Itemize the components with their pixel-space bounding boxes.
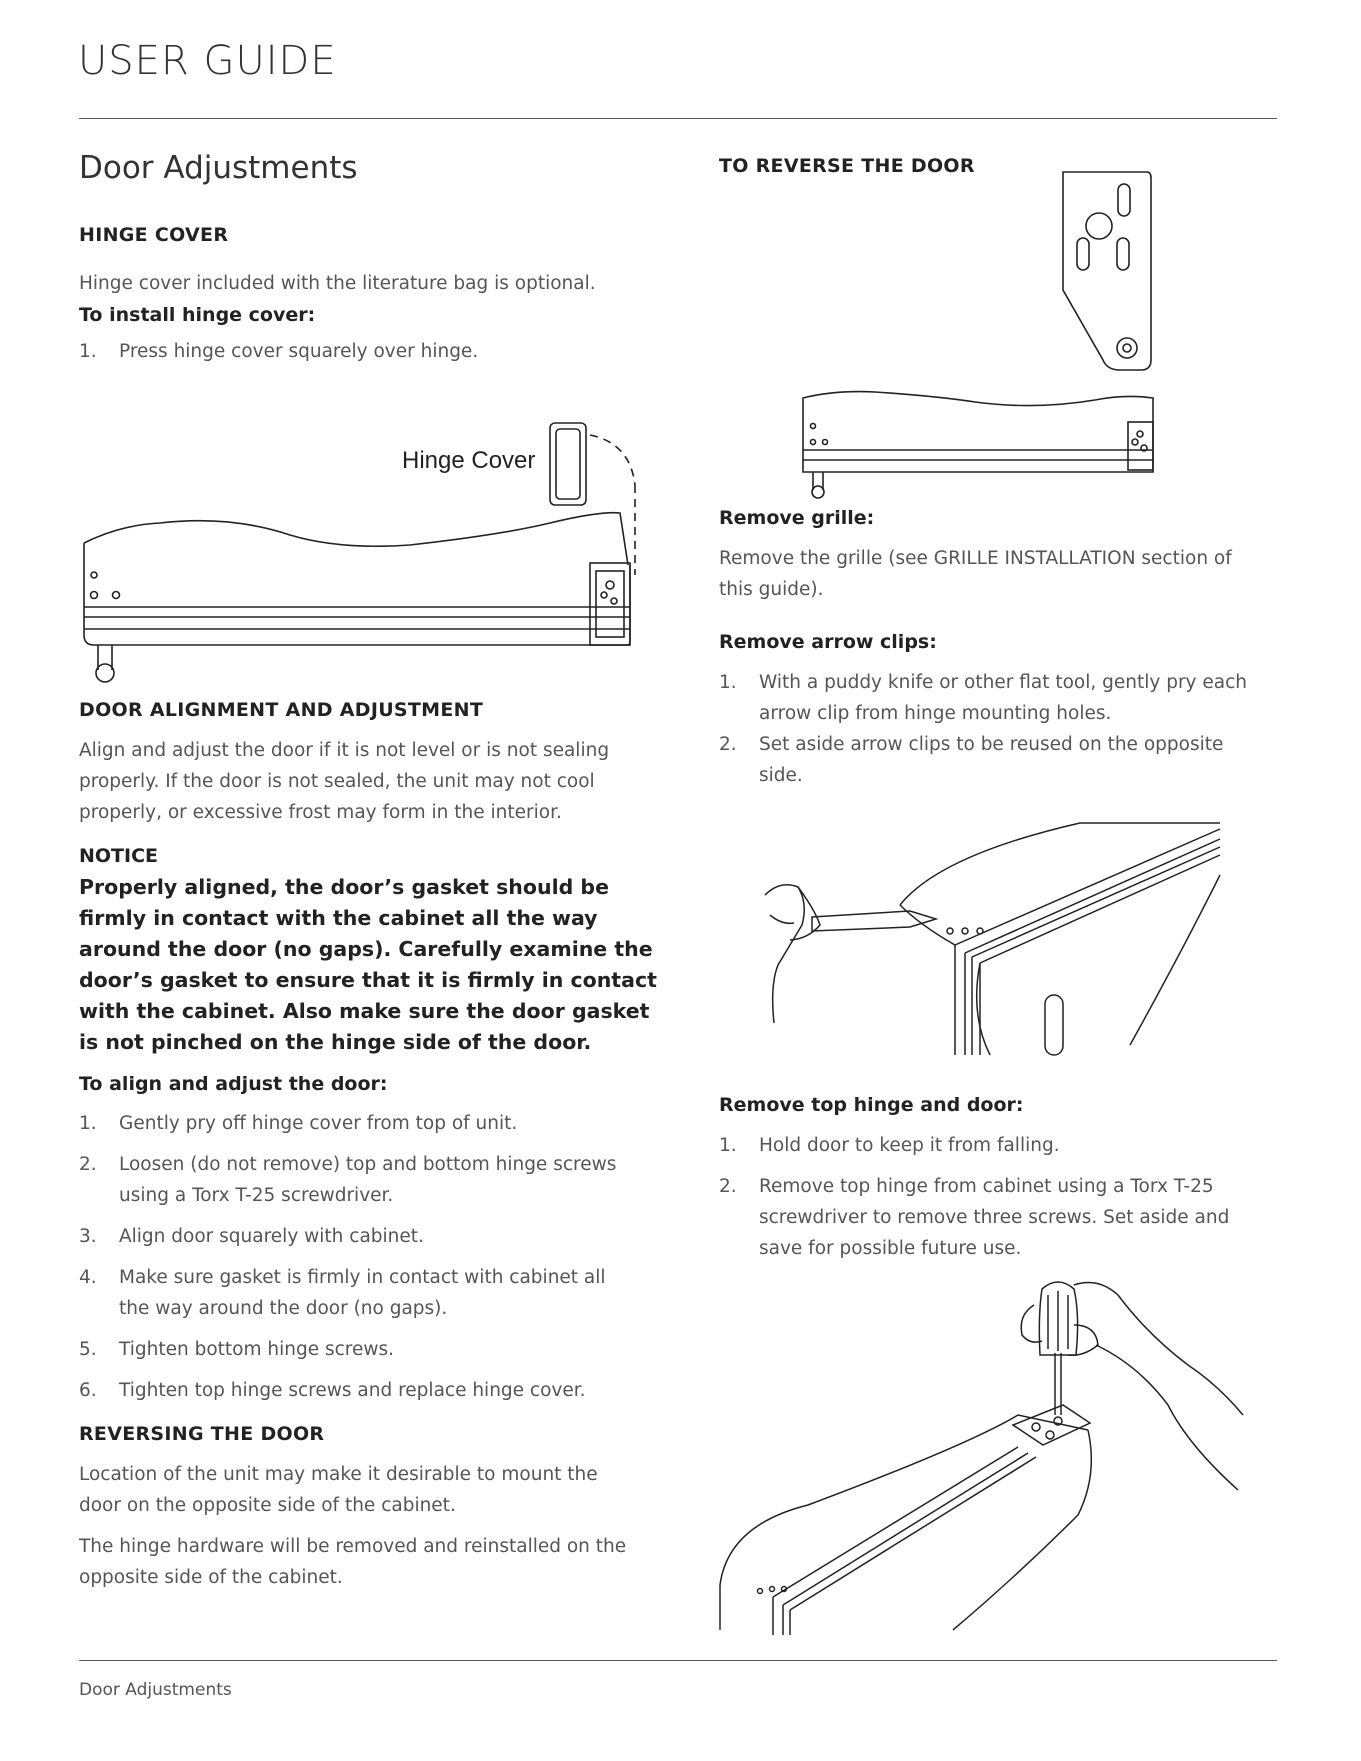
hinge-cover-heading: HINGE COVER (79, 224, 229, 246)
list-item: 2. Remove top hinge from cabinet using a Torx T-25 screwdriver to remove three screws. Set aside and save for possible future use. (719, 1176, 1230, 1259)
hinge-cover-figure-label: Hinge Cover (402, 447, 536, 474)
reversing-para-line: opposite side of the cabinet. (79, 1567, 343, 1588)
hinge-bracket-illustration (795, 170, 1165, 480)
page-header-title: USER GUIDE (78, 38, 337, 84)
pry-arrow-clip-illustration (760, 815, 1220, 1055)
section-title: Door Adjustments (79, 150, 358, 186)
list-item: 1. With a puddy knife or other flat tool, gently pry each arrow clip from hinge mounting holes. (719, 672, 1247, 724)
notice-line: Properly aligned, the door’s gasket should be (79, 875, 609, 899)
install-hinge-subheading: To install hinge cover: (79, 304, 316, 326)
alignment-para-line: properly. If the door is not sealed, the unit may not cool (79, 771, 595, 792)
reverse-door-heading: TO REVERSE THE DOOR (719, 155, 975, 177)
remove-grille-subheading: Remove grille: (719, 507, 875, 529)
list-item: 5. Tighten bottom hinge screws. (79, 1339, 395, 1360)
header-divider (79, 118, 1277, 119)
notice-line: with the cabinet. Also make sure the door gasket (79, 999, 650, 1023)
remove-top-hinge-subheading: Remove top hinge and door: (719, 1094, 1024, 1116)
alignment-heading: DOOR ALIGNMENT AND ADJUSTMENT (79, 699, 484, 721)
notice-label: NOTICE (79, 845, 159, 867)
reversing-para-line: The hinge hardware will be removed and reinstalled on the (79, 1536, 627, 1557)
list-item: 2. Loosen (do not remove) top and bottom hinge screws using a Torx T-25 screwdriver. (79, 1154, 617, 1206)
notice-line: is not pinched on the hinge side of the door. (79, 1030, 592, 1054)
hinge-cover-intro: Hinge cover included with the literature bag is optional. (79, 273, 596, 294)
list-item: 3. Align door squarely with cabinet. (79, 1226, 424, 1247)
notice-line: firmly in contact with the cabinet all the way (79, 906, 598, 930)
remove-arrow-clips-subheading: Remove arrow clips: (719, 631, 937, 653)
screwdriver-hinge-illustration (718, 1275, 1248, 1635)
alignment-para-line: properly, or excessive frost may form in the interior. (79, 802, 562, 823)
page-footer-text: Door Adjustments (79, 1680, 232, 1700)
align-adjust-subheading: To align and adjust the door: (79, 1073, 388, 1095)
notice-line: around the door (no gaps). Carefully examine the (79, 937, 653, 961)
footer-divider (79, 1660, 1277, 1661)
hinge-cover-illustration (80, 415, 640, 685)
list-item: 1. Hold door to keep it from falling. (719, 1135, 1060, 1156)
grille-para-line: this guide). (719, 579, 824, 600)
grille-para-line: Remove the grille (see GRILLE INSTALLATION section of (719, 548, 1232, 569)
list-item: 6. Tighten top hinge screws and replace hinge cover. (79, 1380, 586, 1401)
alignment-para-line: Align and adjust the door if it is not level or is not sealing (79, 740, 610, 761)
notice-line: door’s gasket to ensure that it is firmly in contact (79, 968, 657, 992)
reversing-para-line: door on the opposite side of the cabinet. (79, 1495, 456, 1516)
reversing-para-line: Location of the unit may make it desirable to mount the (79, 1464, 598, 1485)
list-item: 2. Set aside arrow clips to be reused on the opposite side. (719, 734, 1224, 786)
reversing-heading: REVERSING THE DOOR (79, 1423, 325, 1445)
list-item: 1. Gently pry off hinge cover from top of unit. (79, 1113, 518, 1134)
list-item: 4. Make sure gasket is firmly in contact with cabinet all the way around the door (no gaps). (79, 1267, 606, 1319)
